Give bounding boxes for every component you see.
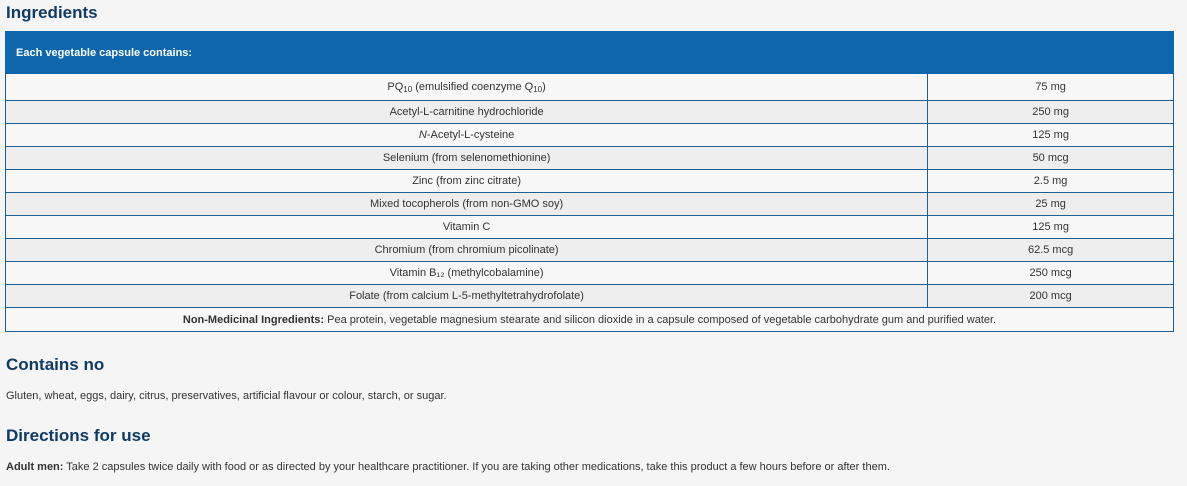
nonmedicinal-text: Pea protein, vegetable magnesium stearate and silicon dioxide in a capsule composed of vegetable carbohydrate gum and purified water. (324, 313, 997, 326)
ingredient-name: Acetyl-L-carnitine hydrochloride (6, 101, 928, 124)
ingredient-name (6, 74, 928, 101)
ingredient-name: Mixed tocopherols (from non-GMO soy) (6, 193, 928, 216)
table-row (6, 170, 1174, 193)
contains-no-heading: Contains no (6, 355, 105, 374)
ingredient-name: Folate (from calcium L-5-methyltetrahydrofolate) (6, 285, 928, 308)
directions-heading: Directions for use (6, 426, 151, 445)
table-row (6, 74, 1174, 101)
ingredient-amount: 62.5 mcg (928, 239, 1174, 262)
ingredient-amount: 50 mcg (928, 147, 1174, 170)
name-part: ) (542, 81, 546, 93)
ingredient-name (6, 124, 928, 147)
table-row (6, 262, 1174, 285)
ingredient-name: Selenium (from selenomethionine) (6, 147, 928, 170)
ingredient-name: Vitamin B₁₂ (methylcobalamine) (6, 262, 928, 285)
ingredient-amount: 25 mg (928, 193, 1174, 216)
nonmedicinal-row (6, 308, 1174, 332)
nonmedicinal-label: Non-Medicinal Ingredients: (182, 313, 325, 326)
table-row (6, 216, 1174, 239)
table-header-row (6, 32, 1174, 74)
table-row (6, 239, 1174, 262)
nonmedicinal-cell (6, 308, 1174, 332)
table-row (6, 147, 1174, 170)
subscript: 10 (403, 85, 413, 94)
name-part: N (418, 129, 427, 141)
ingredients-table (5, 31, 1174, 332)
table-row (6, 285, 1174, 308)
directions-label: Adult men: (6, 461, 64, 473)
directions-body: Take 2 capsules twice daily with food or as directed by your healthcare practitioner. If you are taking other medications, take this product a few hours before or after them. (63, 461, 890, 473)
ingredient-amount: 2.5 mg (928, 170, 1174, 193)
name-part: (emulsified coenzyme Q (412, 81, 534, 93)
ingredient-amount: 250 mcg (928, 262, 1174, 285)
ingredient-amount: 75 mg (928, 74, 1174, 101)
ingredient-amount: 125 mg (928, 216, 1174, 239)
name-part: PQ (387, 81, 404, 93)
contains-no-text: Gluten, wheat, eggs, dairy, citrus, preservatives, artificial flavour or colour, starch, or sugar. (6, 390, 447, 402)
subscript: 10 (533, 85, 543, 94)
ingredient-name: Vitamin C (6, 216, 928, 239)
ingredients-heading: Ingredients (6, 3, 98, 22)
ingredient-amount: 250 mg (928, 101, 1174, 124)
directions-text (6, 460, 890, 474)
ingredient-name: Zinc (from zinc citrate) (6, 170, 928, 193)
table-header: Each vegetable capsule contains: (6, 32, 1174, 74)
ingredient-amount: 125 mg (928, 124, 1174, 147)
ingredient-amount: 200 mcg (928, 285, 1174, 308)
name-part: -Acetyl-L-cysteine (426, 129, 515, 141)
table-row (6, 124, 1174, 147)
table-row (6, 101, 1174, 124)
table-row (6, 193, 1174, 216)
ingredient-name: Chromium (from chromium picolinate) (6, 239, 928, 262)
